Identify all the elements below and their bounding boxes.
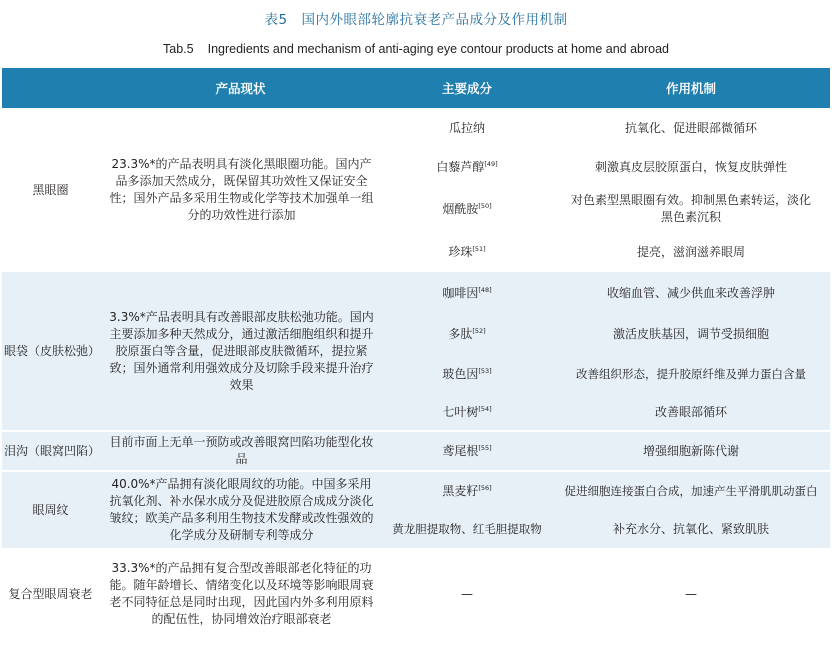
- ingredients-table: [2, 68, 830, 630]
- mechanism-cell: 提亮，滋润滋养眼周: [636, 244, 745, 259]
- reference-mark: [56]: [478, 483, 492, 492]
- ingredient-cell: [382, 148, 552, 186]
- category-cell: 泪沟（眼窝凹陷）: [2, 432, 99, 470]
- status-cell: 40.0%*产品拥有淡化眼周纹的功能。中国多采用抗氧化剂、补水保水成分及促进胶原合成成分淡化皱纹；欧美产品多利用生物技术发酵或改性强效的化学成分及研制专利等成分: [99, 472, 382, 548]
- mechanism-cell: 对色素型黑眼圈有效。抑制黑色素转运，淡化黑色素沉积: [570, 193, 811, 224]
- table-number-en: Tab.5: [163, 42, 194, 56]
- mechanism-cell: 刺激真皮层胶原蛋白，恢复皮肤弹性: [594, 159, 787, 174]
- ingredient-name: —: [461, 586, 473, 601]
- header-category: [2, 68, 99, 108]
- table-header: [2, 68, 830, 108]
- table-title-en: Ingredients and mechanism of anti-aging eye contour products at home and abroad: [207, 42, 669, 56]
- mechanism-cell: 激活皮肤基因，调节受损细胞: [552, 314, 830, 354]
- ingredient-cell: [382, 314, 552, 354]
- table-row: [2, 472, 830, 510]
- status-cell: 33.3%*的产品拥有复合型改善眼部老化特征的功能。随年龄增长、情绪变化以及环境等影响眼周衰老不同特征总是同时出现，因此国内外多利用原料的配伍性，协同增效治疗眼部衰老: [109, 561, 374, 626]
- row-gap: [2, 548, 830, 558]
- reference-mark: [53]: [478, 366, 492, 375]
- table-row: [2, 272, 830, 314]
- table-caption-en: [0, 42, 832, 56]
- table-row: [2, 108, 830, 148]
- category-cell: 眼袋（皮肤松弛）: [2, 272, 99, 430]
- ingredient-name: 黑麦籽: [442, 483, 479, 498]
- category-cell: 眼周纹: [2, 472, 99, 548]
- ingredient-cell: [382, 354, 552, 394]
- mechanism-cell: 促进细胞连接蛋白合成，加速产生平滑肌肌动蛋白: [552, 472, 830, 510]
- ingredient-name: 珍珠: [448, 244, 473, 259]
- header-mechanism: 作用机制: [552, 68, 830, 108]
- ingredient-cell: [382, 232, 552, 272]
- ingredient-cell: [382, 510, 552, 548]
- mechanism-cell: 改善眼部循环: [552, 394, 830, 430]
- ingredient-cell: [382, 394, 552, 430]
- table-row: [2, 558, 830, 630]
- ingredient-name: 白藜芦醇: [436, 159, 485, 174]
- mechanism-cell: 补充水分、抗氧化、紧致肌肤: [552, 510, 830, 548]
- table-row: [2, 432, 830, 470]
- reference-mark: [49]: [484, 159, 498, 168]
- ingredient-name: 七叶树: [442, 404, 479, 419]
- table-title-cn: 国内外眼部轮廓抗衰老产品成分及作用机制: [301, 12, 568, 28]
- table-number-cn: 表5: [264, 12, 288, 28]
- mechanism-cell: —: [685, 586, 697, 601]
- mechanism-cell: 收缩血管、减少供血来改善浮肿: [552, 272, 830, 314]
- status-cell: 3.3%*产品表明具有改善眼部皮肤松弛功能。国内主要添加多种天然成分，通过激活细胞组织和提升胶原蛋白等含量，促进眼部皮肤微循环，提拉紧致；国外通常利用强效成分及切除手段来提升治疗效果: [99, 272, 382, 430]
- reference-mark: [50]: [478, 201, 492, 210]
- ingredient-name: 瓜拉纳: [448, 120, 485, 135]
- category-cell: 复合型眼周衰老: [8, 586, 93, 601]
- ingredient-name: 烟酰胺: [442, 201, 479, 216]
- header-status: 产品现状: [99, 68, 382, 108]
- ingredient-cell: [382, 558, 552, 630]
- ingredient-name: 黄龙胆提取物、红毛胆提取物: [392, 521, 542, 536]
- ingredient-name: 鸢尾根: [442, 443, 479, 458]
- ingredient-cell: [382, 472, 552, 510]
- status-cell: 23.3%*的产品表明具有淡化黑眼圈功能。国内产品多添加天然成分，既保留其功效性又保证安全性；国外产品多采用生物或化学等技术加强单一组分的功效性进行添加: [109, 157, 374, 222]
- category-cell: 黑眼圈: [32, 182, 69, 197]
- reference-mark: [52]: [472, 326, 486, 335]
- ingredient-name: 玻色因: [442, 366, 479, 381]
- reference-mark: [51]: [472, 244, 486, 253]
- reference-mark: [48]: [478, 285, 492, 294]
- reference-mark: [54]: [478, 404, 492, 413]
- ingredient-name: 多肽: [448, 326, 473, 341]
- ingredient-cell: [382, 272, 552, 314]
- table-caption-cn: [0, 8, 832, 28]
- ingredient-cell: [382, 432, 552, 470]
- ingredient-cell: [382, 108, 552, 148]
- mechanism-cell: 增强细胞新陈代谢: [552, 432, 830, 470]
- ingredient-name: 咖啡因: [442, 285, 479, 300]
- mechanism-cell: 抗氧化、促进眼部微循环: [624, 120, 757, 135]
- ingredient-cell: [382, 186, 552, 232]
- mechanism-cell: 改善组织形态，提升胶原纤维及弹力蛋白含量: [552, 354, 830, 394]
- reference-mark: [55]: [478, 443, 492, 452]
- header-ingredient: 主要成分: [382, 68, 552, 108]
- status-cell: 目前市面上无单一预防或改善眼窝凹陷功能型化妆品: [99, 432, 382, 470]
